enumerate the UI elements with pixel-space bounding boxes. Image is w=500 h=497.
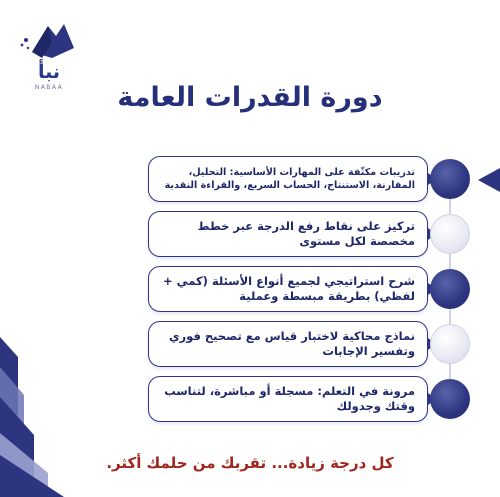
timeline-dot-empty [430,214,470,254]
timeline-dot-filled [430,269,470,309]
corner-triangle-decoration [478,168,500,192]
logo-arabic-text: نبأ [37,61,61,83]
feature-item-5 [148,376,428,422]
page-title: دورة القدرات العامة [117,82,383,113]
feature-item-text: تركيز على نقاط رفع الدرجة عبر خطط مخصصة لكل مستوى [197,219,415,248]
tagline: كل درجة زيادة... تقربك من حلمك أكثر. [106,454,394,472]
logo-english-text: NABAA [34,84,64,91]
timeline-dot-filled [430,379,470,419]
feature-item-2 [148,211,428,257]
timeline-dot-filled [430,159,470,199]
feature-item-3 [148,266,428,312]
feature-item-text: تدريبات مكثّفة على المهارات الأساسية: التحليل، المقارنة، الاستنتاج، الحساب السريع، والقراءة النقدية [164,167,415,191]
feature-item-1 [148,156,428,202]
feature-item-text: مرونة في التعلم: مسجلة أو مباشرة، لتناسب وقتك وجدولك [164,384,415,413]
timeline-dot-empty [430,324,470,364]
corner-stripes-decoration [0,337,70,497]
feature-item-4 [148,321,428,367]
feature-item-text: شرح استراتيجي لجميع أنواع الأسئلة (كمي + لفظي) بطريقة مبسطة وعملية [163,274,415,303]
book-icon [18,18,80,62]
feature-item-text: نماذج محاكية لاختبار قياس مع تصحيح فوري وتفسير الإجابات [168,329,415,358]
